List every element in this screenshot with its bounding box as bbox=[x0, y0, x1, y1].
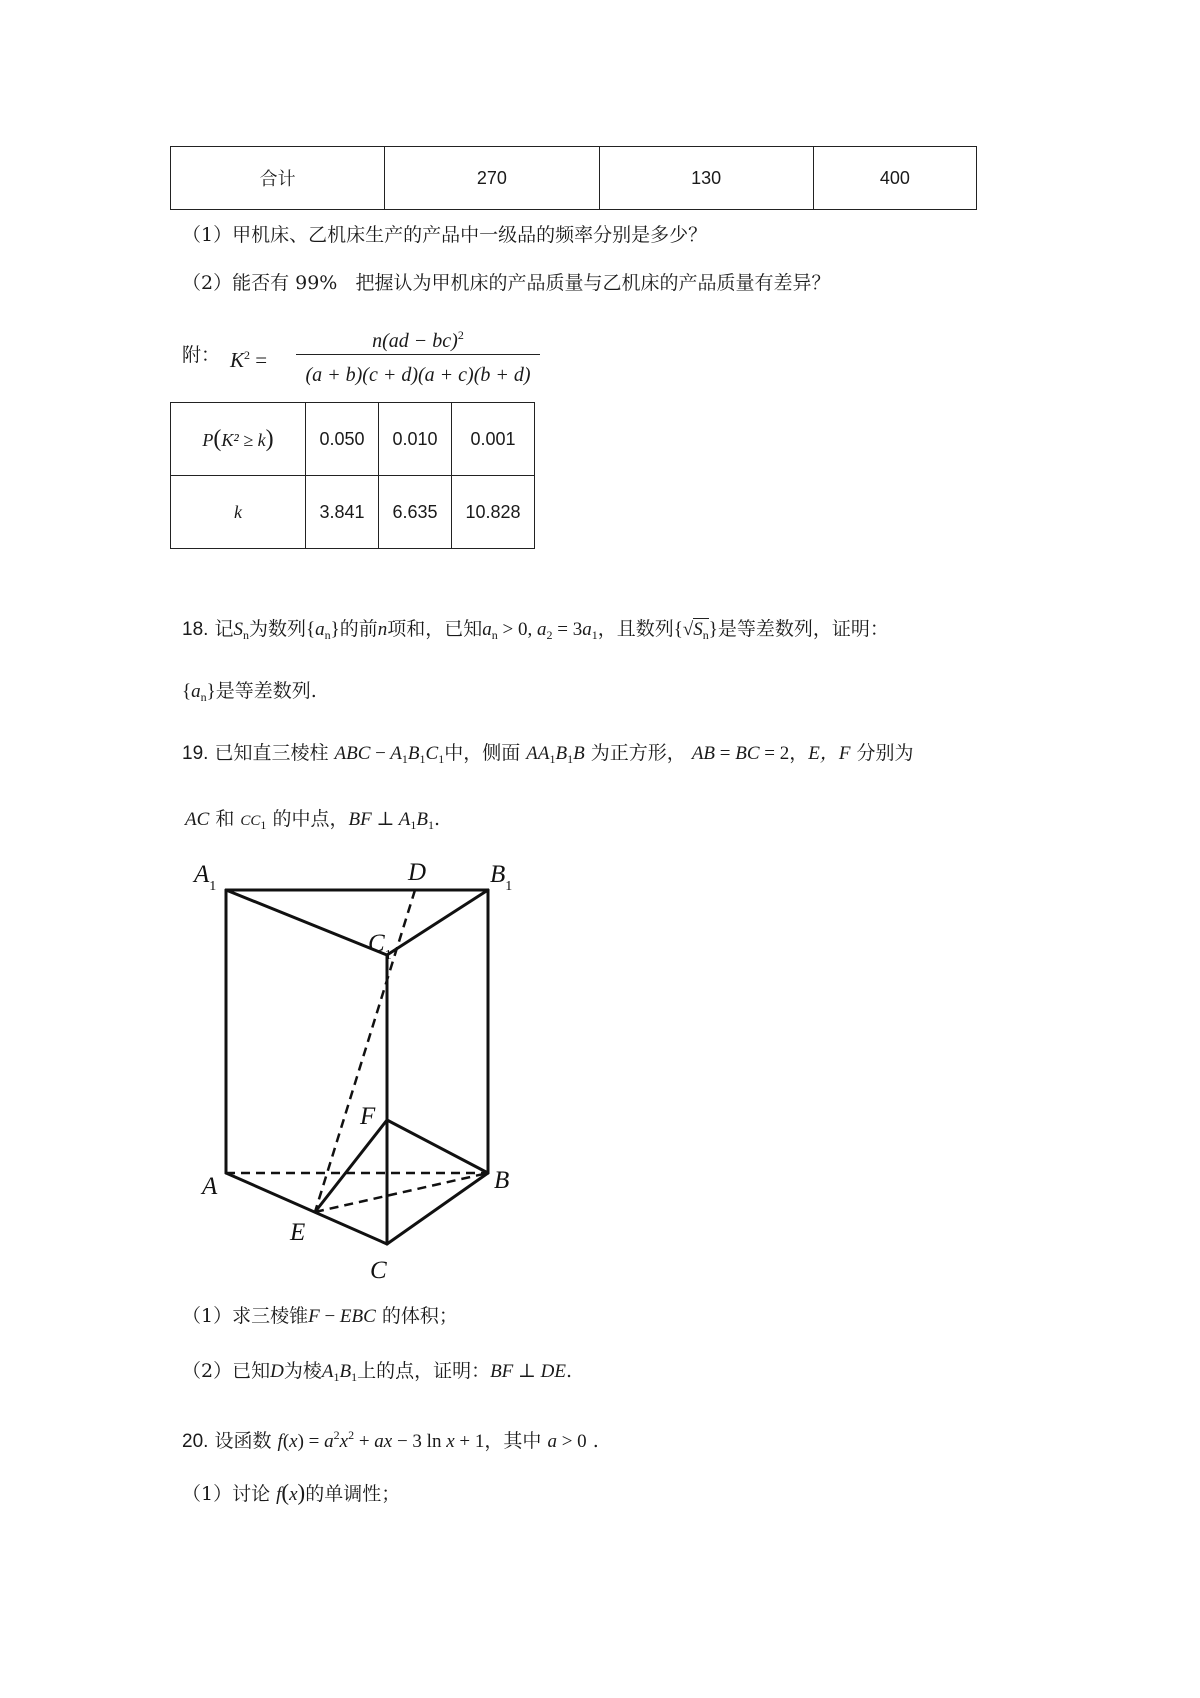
table-row bbox=[171, 476, 535, 549]
q17-part2-a: （2）能否有 99% bbox=[182, 272, 338, 294]
edge-d-e-hidden bbox=[315, 890, 415, 1212]
q20-number: 20. bbox=[182, 1431, 209, 1452]
appendix-label: 附： bbox=[182, 344, 221, 366]
q19-line2: AC 和 $CC_1$ 的中点，BF ⊥ $A_1B_1$. bbox=[185, 808, 440, 832]
edge-a1-c1 bbox=[226, 890, 387, 955]
label-b: B bbox=[494, 1167, 510, 1194]
q17-part1: （1）甲机床、乙机床生产的产品中一级品的频率分别是多少？ bbox=[182, 224, 708, 246]
label-e: E bbox=[290, 1219, 306, 1246]
critical-value-table bbox=[170, 402, 535, 549]
q19-part1: （1）求三棱锥F − EBC 的体积； bbox=[182, 1305, 458, 1327]
table-cell: 0.001 bbox=[452, 403, 535, 476]
formula-numerator: n(ad − bc)$^2$ bbox=[372, 328, 464, 352]
table-cell: 10.828 bbox=[452, 476, 535, 549]
q18-line2: $\{a_n\}$是等差数列. bbox=[182, 680, 317, 704]
label-a1: $A_1$ bbox=[194, 861, 217, 894]
label-d: D bbox=[408, 859, 427, 886]
q19-line1: 19. 已知直三棱柱 ABC − $A_1B_1C_1$中，侧面 $AA_1B_1B$ 为正方形， AB = BC = 2，E，F 分别为 bbox=[182, 742, 914, 766]
totals-table bbox=[170, 146, 977, 210]
q20-part1: （1）讨论 f(x)的单调性； bbox=[182, 1480, 401, 1505]
formula-lhs: $K^2$ = bbox=[230, 348, 268, 372]
edge-f-b bbox=[387, 1120, 488, 1173]
label-f: F bbox=[360, 1103, 376, 1130]
table-cell: 3.841 bbox=[306, 476, 379, 549]
table-cell: 270 bbox=[385, 147, 599, 210]
edge-b1-c1 bbox=[387, 890, 488, 955]
label-a: A bbox=[202, 1173, 218, 1200]
label-c1: $C_1$ bbox=[368, 930, 392, 963]
q18-number: 18. bbox=[182, 619, 209, 640]
table-cell: 0.050 bbox=[306, 403, 379, 476]
edge-a-c bbox=[226, 1173, 387, 1244]
table-cell: 400 bbox=[813, 147, 976, 210]
q20-line1: 20. 设函数 $f(x) = a^2x^2$ + ax − 3 ln x + 1，其中 a > 0 . bbox=[182, 1428, 599, 1452]
q18-line1: 18. 记$S_n$为数列$\{a_n\}$的前n项和，已知$a_n > 0$, $a_2 = 3a_1$，且数列$\{√S_n\}$是等差数列，证明： bbox=[182, 618, 889, 642]
table-header-cell: k bbox=[171, 476, 306, 549]
table-cell: 0.010 bbox=[379, 403, 452, 476]
label-b1: $B_1$ bbox=[490, 861, 513, 894]
table-cell: 130 bbox=[599, 147, 813, 210]
table-cell: 6.635 bbox=[379, 476, 452, 549]
table-row bbox=[171, 403, 535, 476]
label-c: C bbox=[370, 1257, 387, 1284]
q19-number: 19. bbox=[182, 743, 209, 764]
formula-denominator: (a + b)(c + d)(a + c)(b + d) bbox=[305, 364, 531, 386]
prism-figure bbox=[180, 850, 540, 1290]
formula-fraction-bar bbox=[296, 354, 540, 355]
table-header-cell: P(K² ≥ k) bbox=[171, 403, 306, 476]
q17-part2 bbox=[182, 270, 831, 296]
table-cell: 合计 bbox=[171, 147, 385, 210]
q19-part2: （2）已知D为棱$A_1B_1$上的点，证明：BF ⊥ DE. bbox=[182, 1360, 573, 1384]
q17-part2-b: 把握认为甲机床的产品质量与乙机床的产品质量有差异？ bbox=[355, 272, 831, 294]
table-row bbox=[171, 147, 977, 210]
